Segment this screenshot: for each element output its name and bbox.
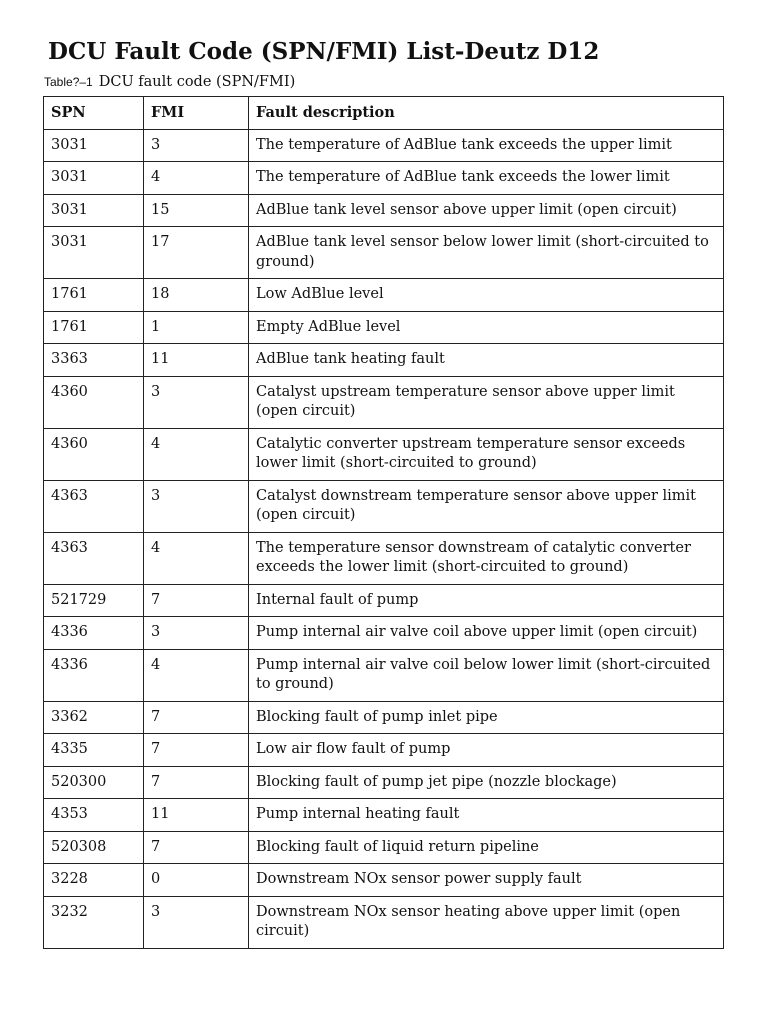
fault-description-cell: Low AdBlue level [249, 279, 724, 312]
fmi-cell: 7 [144, 831, 249, 864]
spn-cell: 3031 [44, 227, 144, 279]
fmi-cell: 4 [144, 162, 249, 195]
fault-description-cell: Blocking fault of pump jet pipe (nozzle blockage) [249, 766, 724, 799]
fault-description-cell: Catalyst downstream temperature sensor above upper limit (open circuit) [249, 480, 724, 532]
fmi-cell: 3 [144, 896, 249, 948]
fault-description-cell: The temperature of AdBlue tank exceeds the lower limit [249, 162, 724, 195]
table-row [44, 376, 724, 428]
fault-description-cell: AdBlue tank heating fault [249, 344, 724, 377]
spn-cell: 4353 [44, 799, 144, 832]
spn-cell: 3228 [44, 864, 144, 897]
fault-description-cell: Blocking fault of liquid return pipeline [249, 831, 724, 864]
table-row [44, 227, 724, 279]
fmi-cell: 7 [144, 734, 249, 767]
table-caption [44, 74, 295, 90]
column-header-fault-description: Fault description [249, 97, 724, 130]
spn-cell: 4360 [44, 428, 144, 480]
table-row [44, 701, 724, 734]
fmi-cell: 3 [144, 129, 249, 162]
table-row [44, 649, 724, 701]
fault-code-table [43, 96, 724, 949]
spn-cell: 1761 [44, 279, 144, 312]
fmi-cell: 18 [144, 279, 249, 312]
fmi-cell: 11 [144, 344, 249, 377]
spn-cell: 521729 [44, 584, 144, 617]
table-row [44, 129, 724, 162]
fmi-cell: 4 [144, 649, 249, 701]
table-row [44, 194, 724, 227]
table-row [44, 428, 724, 480]
spn-cell: 1761 [44, 311, 144, 344]
spn-cell: 3232 [44, 896, 144, 948]
table-row [44, 766, 724, 799]
fault-description-cell: Internal fault of pump [249, 584, 724, 617]
fault-description-cell: AdBlue tank level sensor above upper limit (open circuit) [249, 194, 724, 227]
fmi-cell: 7 [144, 584, 249, 617]
fmi-cell: 11 [144, 799, 249, 832]
spn-cell: 4360 [44, 376, 144, 428]
spn-cell: 4335 [44, 734, 144, 767]
fault-description-cell: AdBlue tank level sensor below lower limit (short-circuited to ground) [249, 227, 724, 279]
column-header-fmi: FMI [144, 97, 249, 130]
spn-cell: 4363 [44, 532, 144, 584]
fault-description-cell: Catalytic converter upstream temperature sensor exceeds lower limit (short-circuited to ground) [249, 428, 724, 480]
fmi-cell: 3 [144, 617, 249, 650]
table-row [44, 799, 724, 832]
table-row [44, 831, 724, 864]
table-header-row [44, 97, 724, 130]
fmi-cell: 0 [144, 864, 249, 897]
table-row [44, 311, 724, 344]
spn-cell: 3031 [44, 194, 144, 227]
table-row [44, 584, 724, 617]
spn-cell: 4336 [44, 617, 144, 650]
fmi-cell: 4 [144, 428, 249, 480]
fmi-cell: 17 [144, 227, 249, 279]
table-caption-text: DCU fault code (SPN/FMI) [98, 74, 296, 90]
fault-description-cell: Pump internal air valve coil above upper limit (open circuit) [249, 617, 724, 650]
fault-description-cell: Downstream NOx sensor heating above upper limit (open circuit) [249, 896, 724, 948]
fault-description-cell: Blocking fault of pump inlet pipe [249, 701, 724, 734]
fault-description-cell: Empty AdBlue level [249, 311, 724, 344]
fmi-cell: 7 [144, 701, 249, 734]
spn-cell: 3362 [44, 701, 144, 734]
column-header-spn: SPN [44, 97, 144, 130]
spn-cell: 3363 [44, 344, 144, 377]
fmi-cell: 3 [144, 376, 249, 428]
fmi-cell: 15 [144, 194, 249, 227]
spn-cell: 4363 [44, 480, 144, 532]
fmi-cell: 4 [144, 532, 249, 584]
fault-description-cell: Low air flow fault of pump [249, 734, 724, 767]
fmi-cell: 1 [144, 311, 249, 344]
table-row [44, 896, 724, 948]
fault-description-cell: Catalyst upstream temperature sensor above upper limit (open circuit) [249, 376, 724, 428]
spn-cell: 4336 [44, 649, 144, 701]
fault-description-cell: The temperature sensor downstream of catalytic converter exceeds the lower limit (short-circuited to ground) [249, 532, 724, 584]
spn-cell: 3031 [44, 162, 144, 195]
table-row [44, 864, 724, 897]
table-row [44, 532, 724, 584]
spn-cell: 520308 [44, 831, 144, 864]
fault-description-cell: Pump internal heating fault [249, 799, 724, 832]
table-caption-label: Table?–1 [44, 75, 93, 89]
table-row [44, 617, 724, 650]
table-row [44, 344, 724, 377]
spn-cell: 3031 [44, 129, 144, 162]
table-row [44, 279, 724, 312]
spn-cell: 520300 [44, 766, 144, 799]
table-row [44, 480, 724, 532]
fault-description-cell: Downstream NOx sensor power supply fault [249, 864, 724, 897]
table-row [44, 734, 724, 767]
fmi-cell: 7 [144, 766, 249, 799]
fault-description-cell: Pump internal air valve coil below lower limit (short-circuited to ground) [249, 649, 724, 701]
fmi-cell: 3 [144, 480, 249, 532]
table-row [44, 162, 724, 195]
document-title: DCU Fault Code (SPN/FMI) List-Deutz D12 [48, 38, 600, 65]
fault-description-cell: The temperature of AdBlue tank exceeds the upper limit [249, 129, 724, 162]
